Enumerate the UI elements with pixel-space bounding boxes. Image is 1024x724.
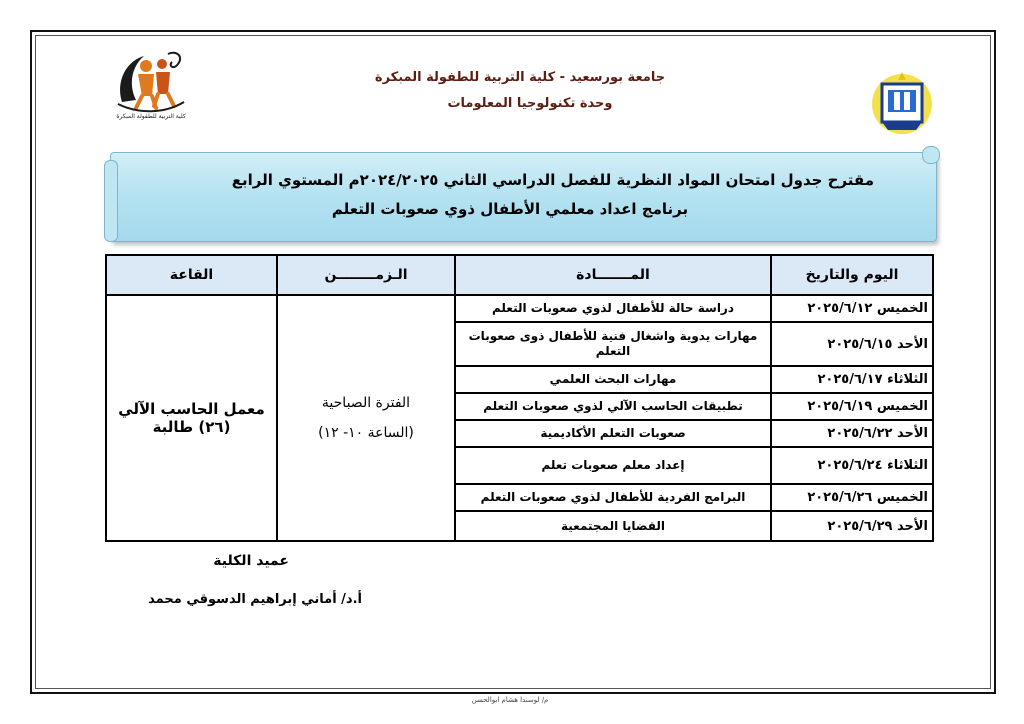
title-banner: [110, 152, 937, 242]
table-row: [106, 295, 933, 322]
room-capacity: (٢٦) طالبة: [152, 418, 231, 436]
time-cell: [277, 295, 455, 541]
exam-schedule-table: [105, 254, 934, 542]
header-subject: المـــــــادة: [455, 255, 771, 295]
unit-name: وحدة تكنولوجيا المعلومات: [447, 96, 613, 111]
subject-cell: صعوبات التعلم الأكاديمية: [455, 420, 771, 447]
subject-cell: تطبيقات الحاسب الآلي لذوي صعوبات التعلم: [455, 393, 771, 420]
schedule-title: مقترح جدول امتحان المواد النظرية للفصل الدراسي الثاني ٢٠٢٤/٢٠٢٥م المستوي الرابع: [231, 171, 874, 189]
day-date-cell: الثلاثاء ٢٠٢٥/٦/٢٤: [771, 447, 933, 484]
dean-title: عميد الكلية: [213, 553, 289, 569]
day-date-cell: الأحد ٢٠٢٥/٦/٢٢: [771, 420, 933, 447]
banner-scroll-right: [922, 146, 940, 164]
day-date-cell: الخميس ٢٠٢٥/٦/٢٦: [771, 484, 933, 511]
subject-cell: القضايا المجتمعية: [455, 511, 771, 541]
room-name: معمل الحاسب الآلي: [118, 400, 265, 418]
subject-cell: دراسة حالة للأطفال لذوي صعوبات التعلم: [455, 295, 771, 322]
program-title: برنامج اعداد معلمي الأطفال ذوي صعوبات التعلم: [331, 200, 689, 218]
university-name: جامعة بورسعيد - كلية التربية للطفولة المبكرة: [374, 70, 666, 85]
prepared-by-note: م/ لوسندا هشام ابوالحسن: [471, 696, 549, 704]
subject-cell: مهارات البحث العلمي: [455, 366, 771, 393]
table-header-row: [106, 255, 933, 295]
day-date-cell: الخميس ٢٠٢٥/٦/١٩: [771, 393, 933, 420]
faculty-logo: [108, 44, 194, 120]
faculty-logo-caption: كلية التربية للطفولة المبكرة: [116, 113, 186, 120]
time-period: الفترة الصباحية: [321, 395, 411, 411]
header-day-date: اليوم والتاريخ: [771, 255, 933, 295]
dean-name: أ.د/ أماني إبراهيم الدسوقي محمد: [148, 592, 362, 607]
subject-cell: إعداد معلم صعوبات تعلم: [455, 447, 771, 484]
subject-cell: مهارات يدوية واشغال فنية للأطفال ذوى صعوبات التعلم: [455, 322, 771, 366]
banner-scroll-left: [104, 160, 118, 242]
header-time: الـزمــــــــن: [277, 255, 455, 295]
university-emblem: [866, 70, 938, 136]
day-date-cell: الأحد ٢٠٢٥/٦/١٥: [771, 322, 933, 366]
day-date-cell: الخميس ٢٠٢٥/٦/١٢: [771, 295, 933, 322]
day-date-cell: الأحد ٢٠٢٥/٦/٢٩: [771, 511, 933, 541]
day-date-cell: الثلاثاء ٢٠٢٥/٦/١٧: [771, 366, 933, 393]
room-cell: [106, 295, 277, 541]
time-hours: (الساعة ١٠- ١٢): [318, 425, 414, 441]
header-room: القاعة: [106, 255, 277, 295]
subject-cell: البرامج الفردية للأطفال لذوي صعوبات التعلم: [455, 484, 771, 511]
